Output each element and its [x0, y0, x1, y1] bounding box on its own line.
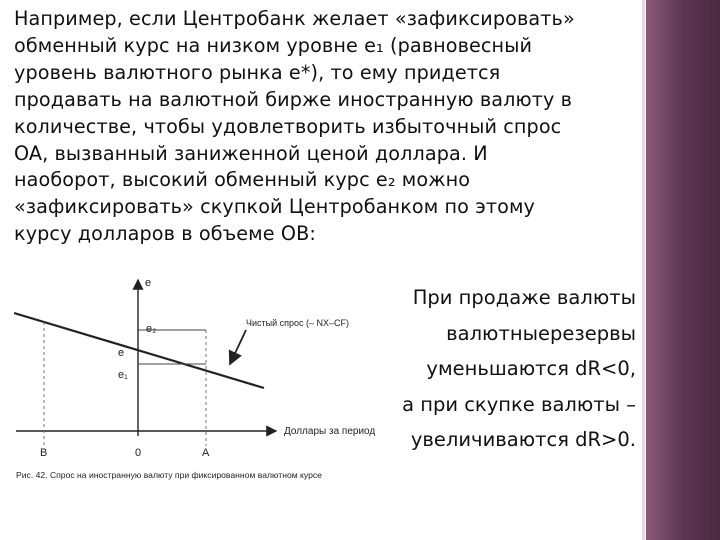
net-demand-curve — [14, 313, 264, 388]
side-note-line: увеличиваются dR>0. — [410, 428, 636, 451]
side-note-line: валютныерезервы — [446, 321, 636, 345]
level-e1-label: e₁ — [118, 369, 128, 381]
curve-pointer-arrow — [230, 330, 246, 364]
y-axis-label: e — [145, 277, 152, 289]
decorative-side-stripe — [646, 0, 720, 540]
paragraph-line: обменный курс на низком уровне e₁ (равновесный — [14, 33, 533, 57]
level-e2-label: e₂ — [146, 323, 157, 335]
tick-a-label: A — [202, 447, 210, 459]
side-note — [380, 280, 636, 458]
figure-caption: Рис. 42. Спрос на иностранную валюту при фиксированном валютном курсе — [16, 470, 322, 480]
paragraph-line: количестве, чтобы удовлетворить избыточный спрос — [14, 114, 562, 138]
paragraph-line: курсу долларов в объеме OB: — [14, 222, 316, 246]
level-e-label: e — [118, 347, 125, 359]
tick-o-label: 0 — [135, 447, 142, 459]
tick-b-label: B — [40, 447, 48, 459]
paragraph-line: Например, если Центробанк желает «зафиксировать» — [14, 7, 575, 30]
curve-label: Чистый спрос (– NX–CF) — [246, 318, 350, 328]
side-note-line: а при скупке валюты – — [402, 392, 636, 416]
demand-diagram — [14, 268, 384, 490]
paragraph-line: OA, вызванный заниженной ценой доллара. И — [14, 141, 488, 165]
x-axis-label: Доллары за период — [284, 426, 376, 437]
main-paragraph — [14, 6, 634, 248]
side-note-line: уменьшаются dR<0, — [426, 357, 636, 380]
side-note-line: При продаже валюты — [412, 286, 636, 309]
paragraph-line: продавать на валютной бирже иностранную валюту в — [14, 87, 573, 111]
paragraph-line: наоборот, высокий обменный курс e₂ можно — [14, 168, 471, 192]
stripe-divider — [642, 0, 645, 540]
paragraph-line: уровень валютного рынка e*), то ему придется — [14, 60, 501, 84]
paragraph-line: «зафиксировать» скупкой Центробанком по этому — [14, 195, 535, 219]
